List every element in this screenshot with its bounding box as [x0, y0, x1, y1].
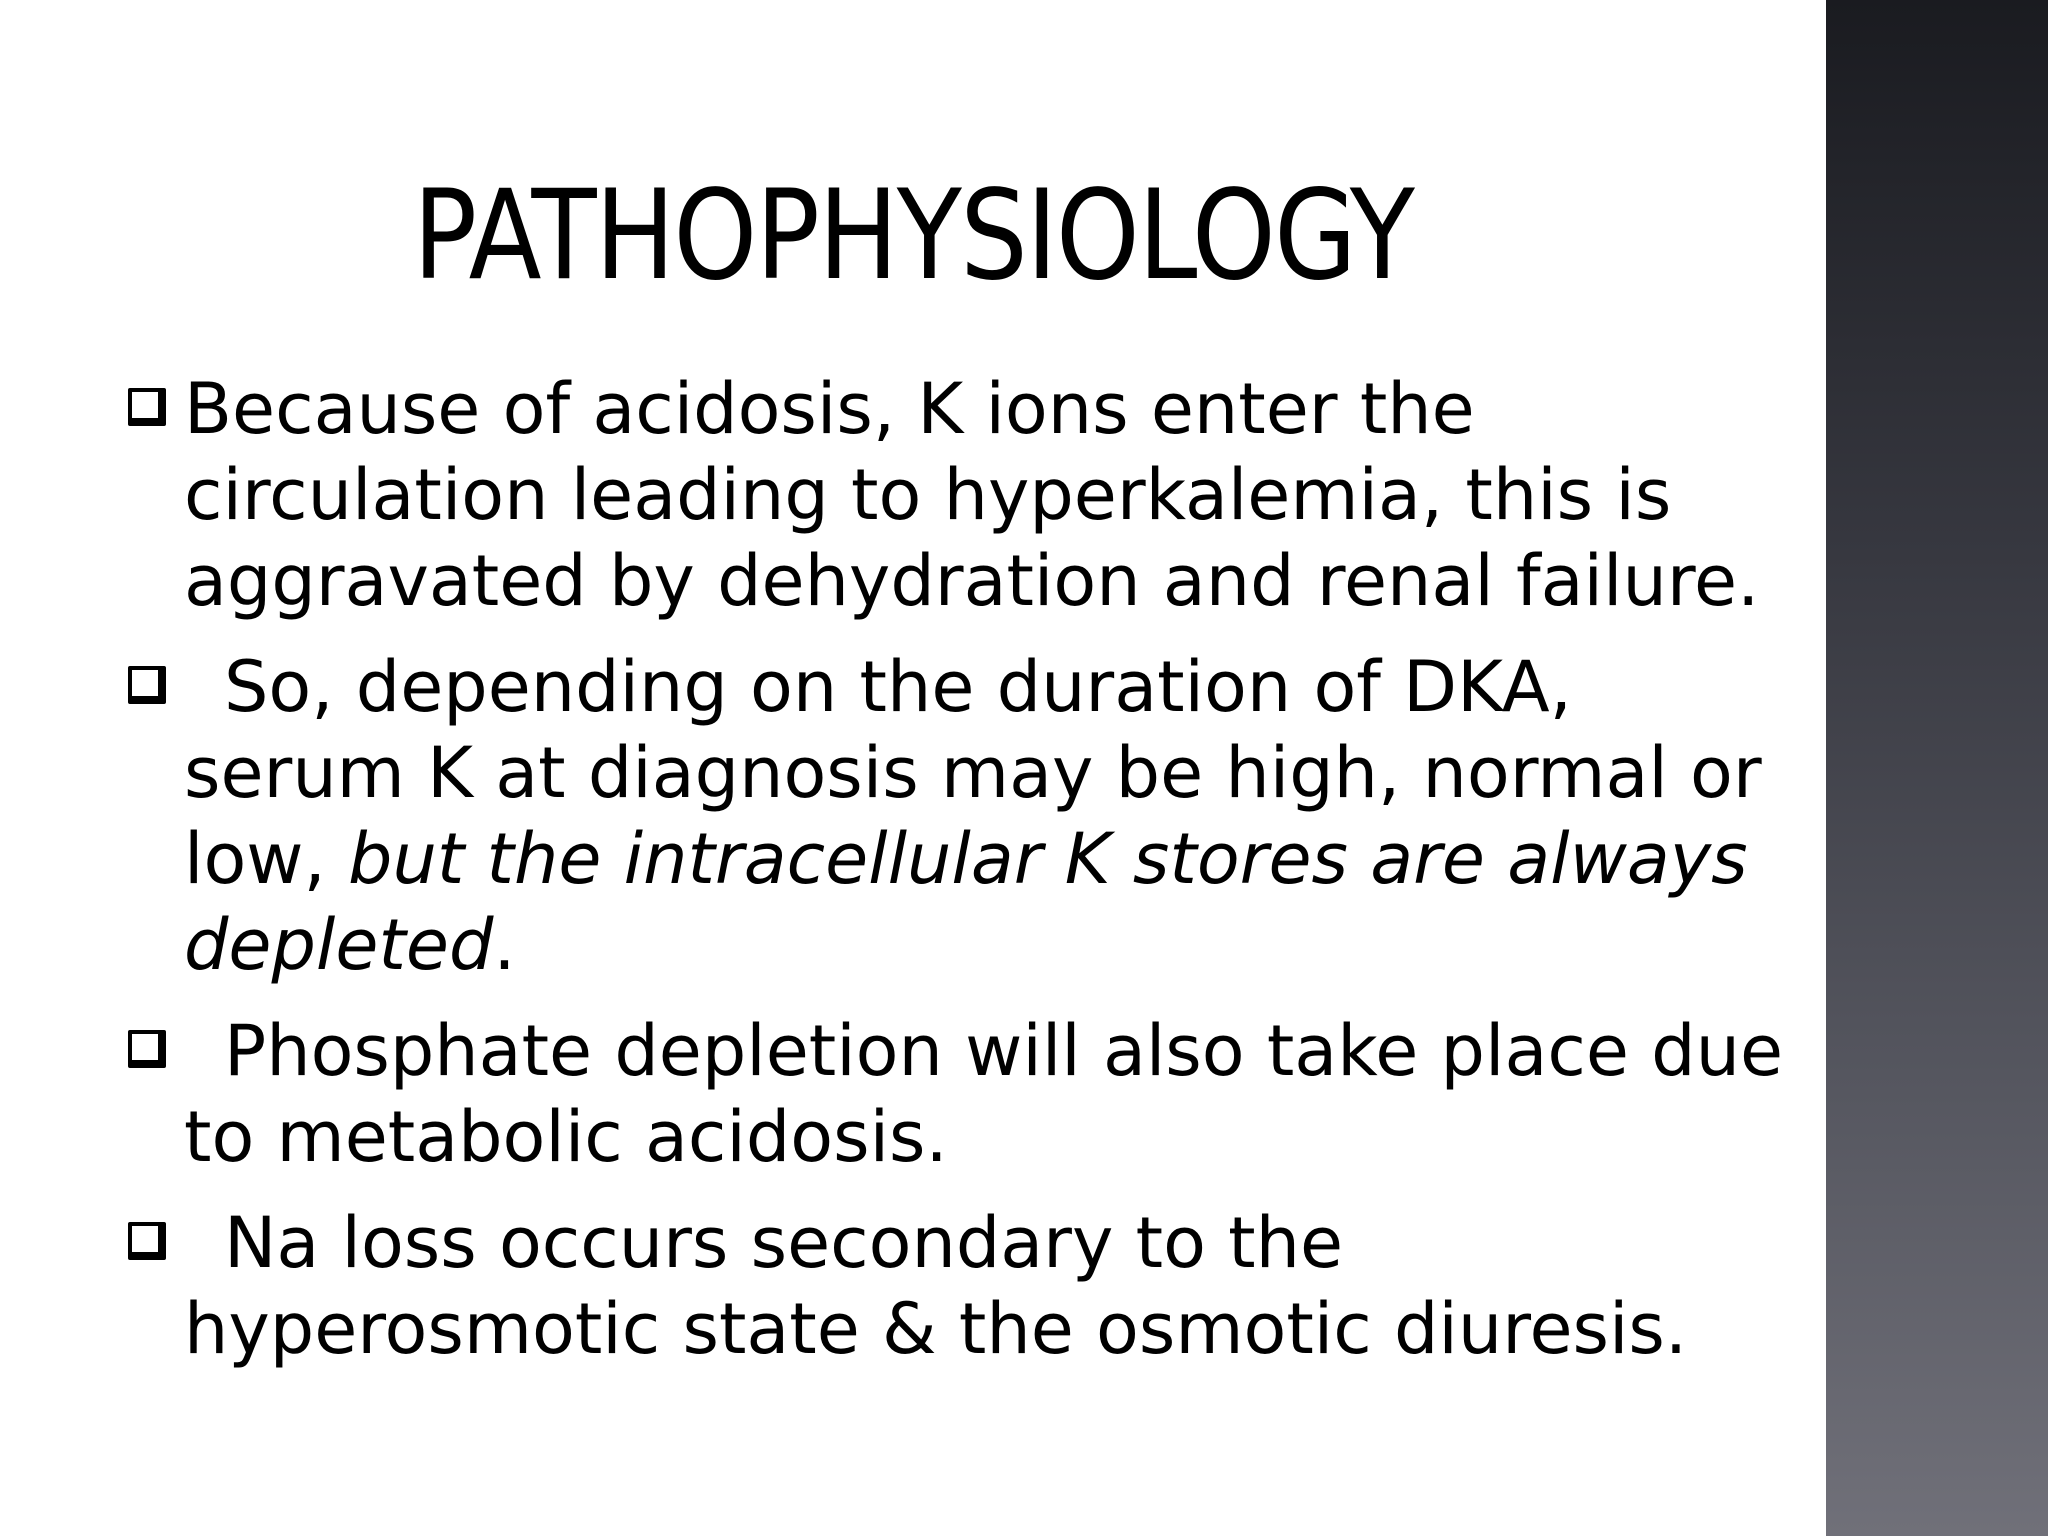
bullet-text-italic: but the intracellular K stores are always depleted	[184, 818, 1748, 986]
bullet-text-end: .	[493, 904, 516, 986]
slide-title: PATHOPHYSIOLOGY	[412, 164, 1414, 308]
decorative-side-bar	[1826, 0, 2048, 1536]
bullet-text: So, depending on the duration of DKA, serum K at diagnosis may be high, normal or low,	[184, 646, 1762, 900]
checkbox-square-icon	[128, 1222, 166, 1260]
checkbox-square-icon	[128, 1030, 166, 1068]
checkbox-square-icon	[128, 388, 166, 426]
bullet-item-4	[128, 1200, 1808, 1372]
bullet-list	[128, 366, 1808, 1392]
bullet-item-1	[128, 366, 1808, 624]
checkbox-square-icon	[128, 666, 166, 704]
bullet-text: Because of acidosis, K ions enter the circulation leading to hyperkalemia, this is aggravated by dehydration and renal failure.	[184, 368, 1760, 622]
bullet-item-2	[128, 644, 1808, 988]
bullet-text: Phosphate depletion will also take place due to metabolic acidosis.	[184, 1010, 1784, 1178]
bullet-text: Na loss occurs secondary to the hyperosmotic state & the osmotic diuresis.	[184, 1202, 1688, 1370]
bullet-item-3	[128, 1008, 1808, 1180]
